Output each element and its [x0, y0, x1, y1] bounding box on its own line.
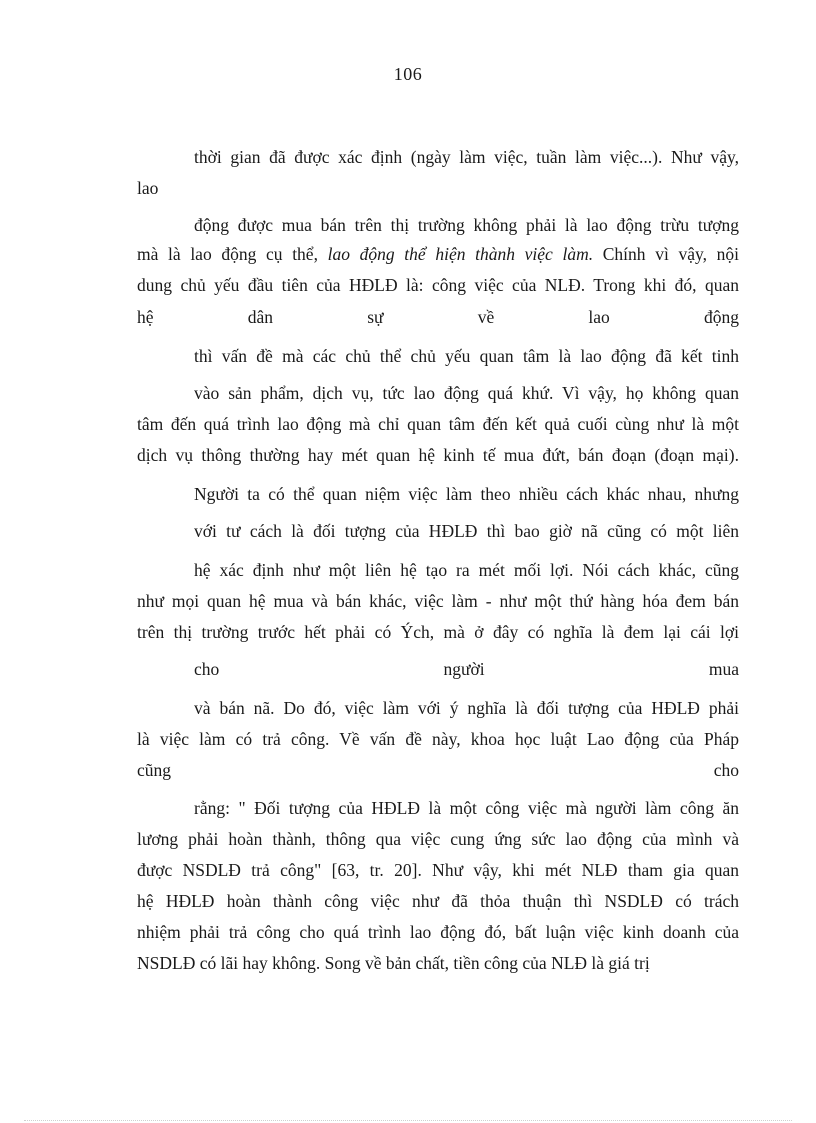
- text-line: là việc làm có trả công. Về vấn đề này, khoa học luật Lao động của Pháp: [137, 729, 739, 749]
- text-line: NSDLĐ có lãi hay không. Song về bản chất, tiền công của NLĐ là giá trị: [137, 953, 650, 973]
- text-line: vào sản phẩm, dịch vụ, tức lao động quá khứ. Vì vậy, họ không quan: [194, 383, 739, 403]
- text-line: dung chủ yếu đầu tiên của HĐLĐ là: công việc của NLĐ. Trong khi đó, quan: [137, 275, 739, 295]
- text-run: mà là lao động cụ thể,: [137, 244, 328, 264]
- text-line: hệ dân sự về lao động: [137, 307, 739, 327]
- page-bottom-rule: [24, 1120, 792, 1121]
- text-line: với tư cách là đối tượng của HĐLĐ thì bao giờ nã cũng có một liên: [194, 521, 739, 541]
- text-line: như mọi quan hệ mua và bán khác, việc làm - như một thứ hàng hóa đem bán: [137, 591, 739, 611]
- text-line: thời gian đã được xác định (ngày làm việc, tuần làm việc...). Như vậy,: [194, 147, 739, 167]
- text-line: thì vấn đề mà các chủ thể chủ yếu quan tâm là lao động đã kết tinh: [194, 346, 739, 366]
- text-line: hệ xác định như một liên hệ tạo ra mét mối lợi. Nói cách khác, cũng: [194, 560, 739, 580]
- text-line: hệ HĐLĐ hoàn thành công việc như đã thỏa thuận thì NSDLĐ có trách: [137, 891, 739, 911]
- text-line: dịch vụ thông thường hay mét quan hệ kinh tế mua đứt, bán đoạn (đoạn mại).: [137, 445, 739, 465]
- text-line: lao: [137, 178, 159, 198]
- text-line: cũng cho: [137, 760, 739, 780]
- page-number: 106: [393, 64, 423, 84]
- text-run: Chính vì vậy, nội: [593, 244, 739, 264]
- text-line: cho người mua: [194, 659, 739, 679]
- text-line: lương phải hoàn thành, thông qua việc cung ứng sức lao động của mình và: [137, 829, 739, 849]
- text-line: trên thị trường trước hết phải có Ých, mà ở đây có nghĩa là đem lại cái lợi: [137, 622, 739, 642]
- text-line: tâm đến quá trình lao động mà chỉ quan tâm đến kết quả cuối cùng như là một: [137, 414, 739, 434]
- text-line: rằng: " Đối tượng của HĐLĐ là một công việc mà người làm công ăn: [194, 798, 739, 818]
- text-line: được NSDLĐ trả công" [63, tr. 20]. Như vậy, khi mét NLĐ tham gia quan: [137, 860, 739, 880]
- text-line: và bán nã. Do đó, việc làm với ý nghĩa là đối tượng của HĐLĐ phải: [194, 698, 739, 718]
- text-line: [137, 243, 739, 265]
- text-line: động được mua bán trên thị trường không phải là lao động trừu tượng: [194, 215, 739, 235]
- text-line: nhiệm phải trả công cho quá trình lao động đó, bất luận việc kinh doanh của: [137, 922, 739, 942]
- text-line: Người ta có thể quan niệm việc làm theo nhiều cách khác nhau, nhưng: [194, 484, 739, 504]
- italic-phrase: lao động thể hiện thành việc làm.: [327, 244, 594, 264]
